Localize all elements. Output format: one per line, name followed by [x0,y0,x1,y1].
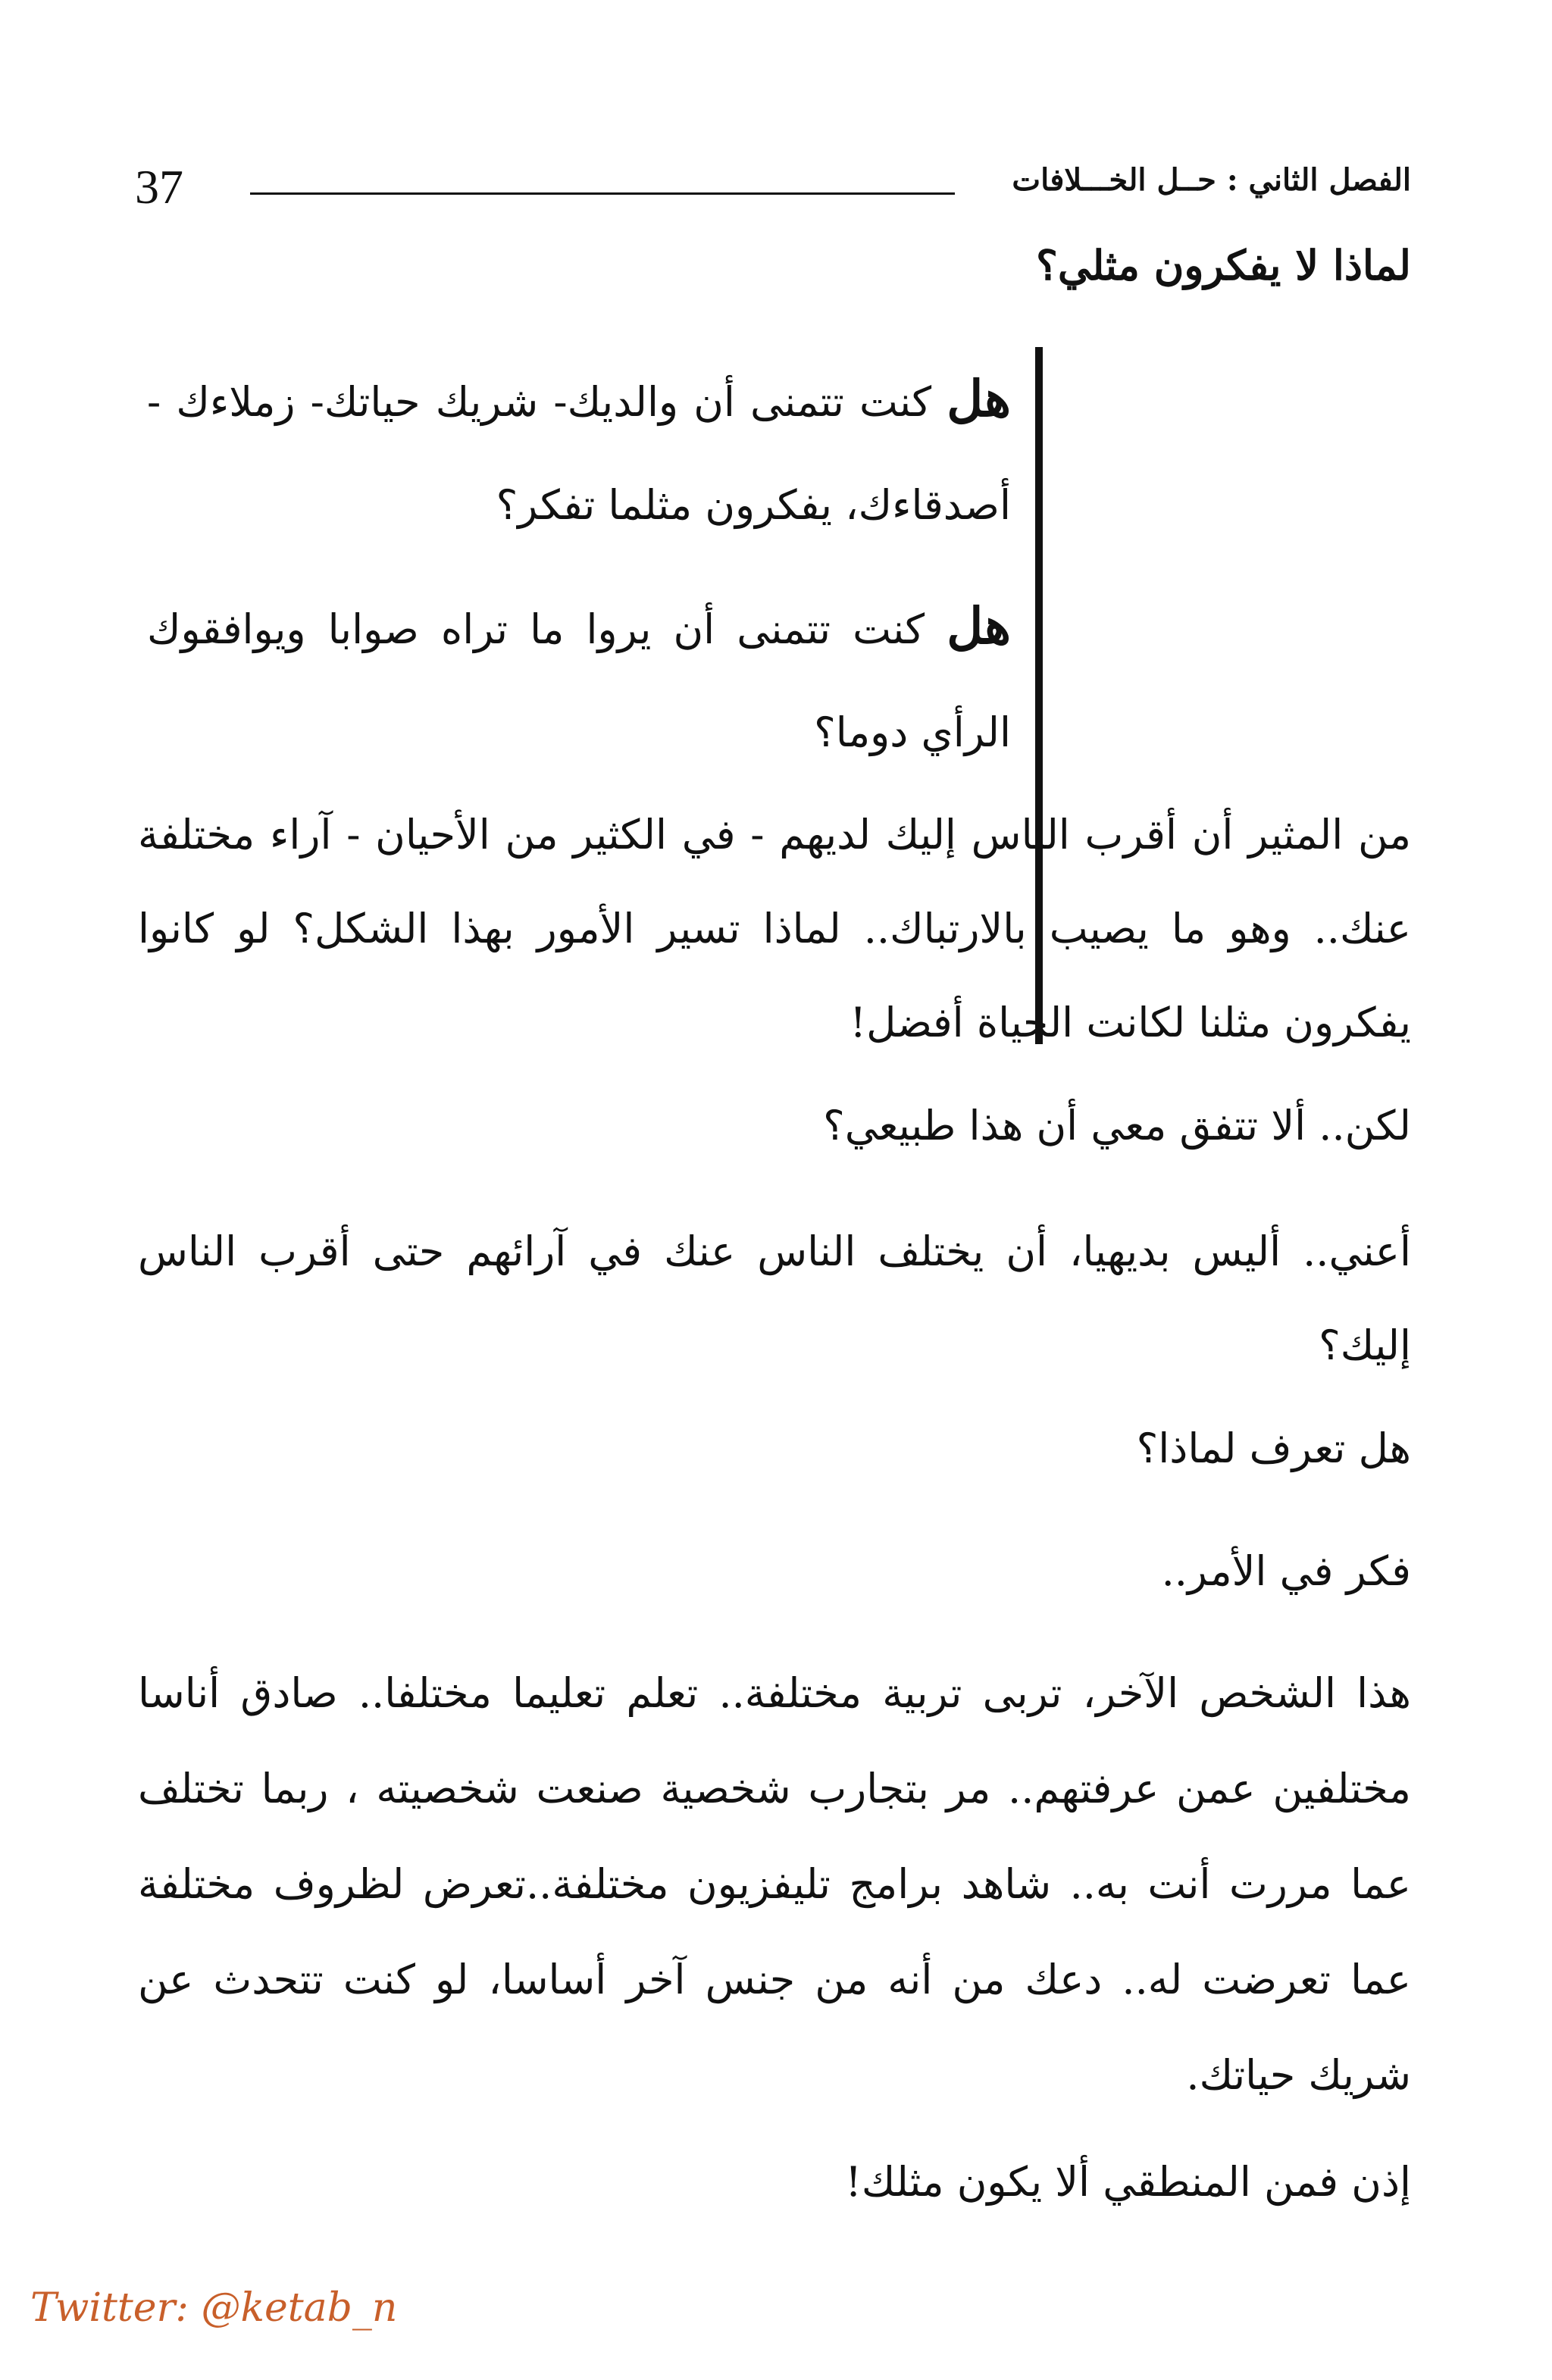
section-heading: لماذا لا يفكرون مثلي؟ [1036,241,1411,289]
header-rule [250,192,955,195]
paragraph-5: فكر في الأمر.. [1161,1547,1411,1595]
callout-question-2 [147,574,1011,784]
paragraph-4: هل تعرف لماذا؟ [1136,1425,1411,1472]
paragraph-6: هذا الشخص الآخر، تربى تربية مختلفة.. تعلم تعليما مختلفا.. صادق أناسا مختلفين عمن عرفتهم.. مر بتجارب شخصية صنعت شخصيته ، ربما تختلف عما مررت أنت به.. شاهد برامج تليفزيون مختلفة..تعرض لظروف مختلفة عما تعرضت له.. دعك من أنه من جنس آخر أساسا، لو كنت تتحدث عن شريك حياتك. [138,1669,1411,2099]
watermark: Twitter: @ketab_n [30,2285,398,2331]
running-title: الفصل الثاني : حــل الخـــلافات [1012,162,1411,198]
page-number: 37 [135,160,183,214]
paragraph-3: أعني.. أليس بديهيا، أن يختلف الناس عنك في آرائهم حتى أقرب الناس إليك؟ [138,1228,1411,1369]
question-text: كنت تتمنى أن والديك- شريك حياتك- زملاءك - أصدقاءك، يفكرون مثلما تفكر؟ [147,378,1011,529]
paragraph-2: لكن.. ألا تتفق معي أن هذا طبيعي؟ [823,1102,1411,1149]
question-lead: هل [947,596,1011,655]
callout-question-1 [147,347,1011,557]
paragraph-7: إذن فمن المنطقي ألا يكون مثلك! [845,2158,1411,2206]
question-text: كنت تتمنى أن يروا ما تراه صوابا ويوافقوك الرأي دوما؟ [147,605,1011,756]
paragraph-1: من المثير أن أقرب الناس إليك لديهم - في الكثير من الأحيان - آراء مختلفة عنك.. وهو ما يصيب بالارتباك.. لماذا تسير الأمور بهذا الشكل؟ لو كانوا يفكرون مثلنا لكانت الحياة أفضل! [138,811,1411,1046]
question-lead: هل [947,369,1011,428]
